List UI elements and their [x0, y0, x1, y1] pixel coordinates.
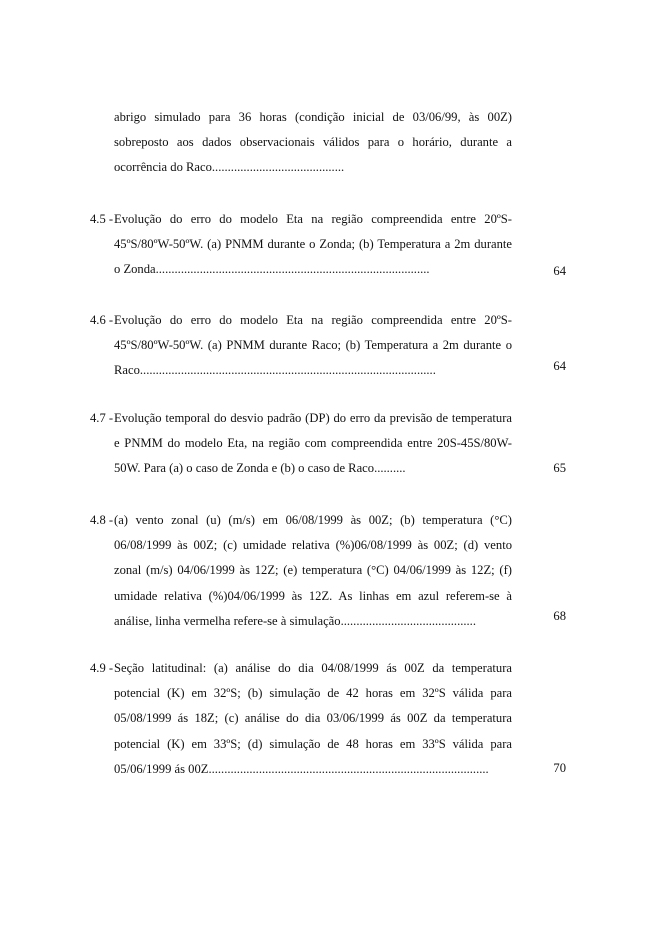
toc-entry-4-7 — [90, 406, 512, 482]
page-number-4-7: 65 — [553, 461, 566, 475]
dot-leader: ......................................................................................... — [208, 761, 489, 776]
toc-entry-text — [114, 656, 512, 782]
entry-caption: Seção latitudinal: (a) análise do dia 04/08/1999 ás 00Z da temperatura potencial (K) em 32ºS; (b) simulação de 42 horas em 32ºS válida para 05/08/1999 ás 18Z; (c) análise do dia 03/06/1999 ás 00Z da temperatura potencial (K) em 33ºS; (d) simulação de 48 horas em 33ºS válida para 05/06/1999 ás 00Z — [114, 661, 512, 776]
dot-leader: ....................................................................................... — [155, 262, 430, 277]
entry-number: 4.9 - — [90, 661, 114, 675]
dot-leader: .............................................................................................. — [139, 363, 436, 378]
entry-caption: (a) vento zonal (u) (m/s) em 06/08/1999 às 00Z; (b) temperatura (°C) 06/08/1999 às 00Z; (c) umidade relativa (%)06/08/1999 às 00Z; (d) vento zonal (m/s) 04/06/1999 às 12Z; (e) temperatura (°C) 04/06/1999 às 12Z; (f) umidade relativa (%)04/06/1999 às 12Z. As linhas em azul referem-se à análise, linha vermelha refere-se à simulação — [114, 513, 512, 628]
entry-number: 4.7 - — [90, 411, 114, 425]
toc-entry-text — [114, 508, 512, 634]
entry-number: 4.5 - — [90, 212, 114, 226]
toc-entry-4-5 — [90, 207, 512, 283]
page-number-4-5: 64 — [553, 264, 566, 278]
entry-caption: abrigo simulado para 36 horas (condição inicial de 03/06/99, às 00Z) sobreposto aos dados observacionais válidos para o horário, durante a ocorrência do Raco — [114, 110, 512, 175]
page-number-4-6: 64 — [553, 359, 566, 373]
entry-caption: Evolução do erro do modelo Eta na região compreendida entre 20ºS-45ºS/80ºW-50ºW. (a) PNMM durante o Zonda; (b) Temperatura a 2m durante o Zonda — [114, 212, 512, 277]
entry-number: 4.8 - — [90, 513, 114, 527]
toc-entry-text — [114, 308, 512, 384]
toc-entry-4-9 — [90, 656, 512, 782]
dot-leader: ........................................... — [340, 613, 476, 628]
toc-entry-text — [114, 406, 512, 482]
entry-number: 4.6 - — [90, 313, 114, 327]
toc-entry-continuation — [90, 105, 512, 181]
dot-leader: .......................................... — [211, 160, 345, 175]
toc-entry-4-8 — [90, 508, 512, 634]
entry-caption: Evolução do erro do modelo Eta na região compreendida entre 20ºS-45ºS/80ºW-50ºW. (a) PNMM durante Raco; (b) Temperatura a 2m durante o Raco — [114, 313, 512, 378]
toc-entry-text — [114, 207, 512, 283]
entry-caption: Evolução temporal do desvio padrão (DP) do erro da previsão de temperatura e PNMM do modelo Eta, na região com compreendida entre 20S-45S/80W-50W. Para (a) o caso de Zonda e (b) o caso de Raco — [114, 411, 512, 476]
dot-leader: .......... — [374, 461, 406, 476]
toc-entry-4-6 — [90, 308, 512, 384]
page-number-4-9: 70 — [553, 761, 566, 775]
page-number-4-8: 68 — [553, 609, 566, 623]
toc-entry-text — [114, 105, 512, 181]
